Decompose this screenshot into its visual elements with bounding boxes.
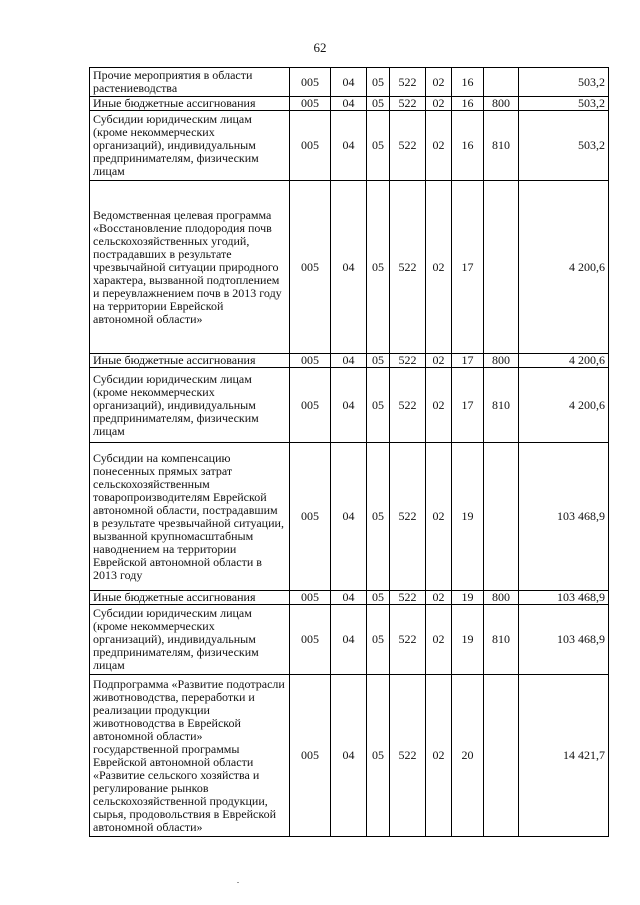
row-name: Субсидии юридическим лицам (кроме некоммерческих организаций), индивидуальным предпринимателям, физическим лицам: [90, 368, 290, 443]
program-code: 522: [390, 97, 426, 111]
item-code: 17: [452, 368, 484, 443]
ministry-code: 005: [290, 181, 331, 354]
section-code: 04: [331, 181, 367, 354]
ministry-code: 005: [290, 675, 331, 837]
amount: 503,2: [519, 111, 609, 181]
item-code: 19: [452, 591, 484, 605]
expense-type-code: 810: [484, 368, 519, 443]
section-code: 04: [331, 368, 367, 443]
table-row: [90, 68, 609, 97]
program-code: 522: [390, 605, 426, 675]
amount: 4 200,6: [519, 181, 609, 354]
budget-table-body: [90, 68, 609, 837]
subprogram-code: 02: [426, 181, 452, 354]
item-code: 19: [452, 605, 484, 675]
subprogram-code: 02: [426, 97, 452, 111]
page-number: 62: [313, 40, 327, 55]
subsection-code: 05: [367, 111, 390, 181]
ministry-code: 005: [290, 443, 331, 591]
expense-type-code: 800: [484, 591, 519, 605]
subprogram-code: 02: [426, 675, 452, 837]
section-code: 04: [331, 605, 367, 675]
row-name: Субсидии юридическим лицам (кроме некоммерческих организаций), индивидуальным предпринимателям, физическим лицам: [90, 605, 290, 675]
expense-type-code: 800: [484, 97, 519, 111]
amount: 103 468,9: [519, 443, 609, 591]
program-code: 522: [390, 68, 426, 97]
amount: 14 421,7: [519, 675, 609, 837]
section-code: 04: [331, 591, 367, 605]
program-code: 522: [390, 111, 426, 181]
item-code: 16: [452, 111, 484, 181]
section-code: 04: [331, 68, 367, 97]
subprogram-code: 02: [426, 111, 452, 181]
program-code: 522: [390, 675, 426, 837]
table-row: [90, 354, 609, 368]
item-code: 19: [452, 443, 484, 591]
subprogram-code: 02: [426, 68, 452, 97]
row-name: Подпрограмма «Развитие подотрасли животноводства, переработки и реализации продукции животноводства в Еврейской автономной области» государственной программы Еврейской автономной области «Развитие сельского хозяйства и регулирование рынков сельскохозяйственной продукции, сырья, продовольствия в Еврейской автономной области»: [90, 675, 290, 837]
program-code: 522: [390, 354, 426, 368]
item-code: 16: [452, 68, 484, 97]
row-name: Прочие мероприятия в области растениеводства: [90, 68, 290, 97]
amount: 4 200,6: [519, 354, 609, 368]
subsection-code: 05: [367, 605, 390, 675]
program-code: 522: [390, 368, 426, 443]
expense-type-code: [484, 443, 519, 591]
program-code: 522: [390, 443, 426, 591]
amount: 103 468,9: [519, 605, 609, 675]
row-name: Иные бюджетные ассигнования: [90, 97, 290, 111]
item-code: 20: [452, 675, 484, 837]
amount: 103 468,9: [519, 591, 609, 605]
row-name: Субсидии юридическим лицам (кроме некоммерческих организаций), индивидуальным предпринимателям, физическим лицам: [90, 111, 290, 181]
program-code: 522: [390, 591, 426, 605]
table-row: [90, 368, 609, 443]
item-code: 17: [452, 354, 484, 368]
ministry-code: 005: [290, 354, 331, 368]
subsection-code: 05: [367, 443, 390, 591]
subsection-code: 05: [367, 354, 390, 368]
section-code: 04: [331, 111, 367, 181]
expense-type-code: 810: [484, 605, 519, 675]
section-code: 04: [331, 675, 367, 837]
table-row: [90, 97, 609, 111]
item-code: 16: [452, 97, 484, 111]
item-code: 17: [452, 181, 484, 354]
subsection-code: 05: [367, 368, 390, 443]
row-name: Ведомственная целевая программа «Восстановление плодородия почв сельскохозяйственных угодий, пострадавших в результате чрезвычайной ситуации природного характера, вызванной подтоплением и переувлажнением почв в 2013 году на территории Еврейской автономной области»: [90, 181, 290, 354]
budget-table: [89, 67, 609, 837]
ministry-code: 005: [290, 591, 331, 605]
row-name: Иные бюджетные ассигнования: [90, 591, 290, 605]
subprogram-code: 02: [426, 605, 452, 675]
expense-type-code: 800: [484, 354, 519, 368]
subsection-code: 05: [367, 181, 390, 354]
ministry-code: 005: [290, 368, 331, 443]
table-row: [90, 605, 609, 675]
expense-type-code: [484, 181, 519, 354]
subsection-code: 05: [367, 675, 390, 837]
subsection-code: 05: [367, 68, 390, 97]
section-code: 04: [331, 354, 367, 368]
scan-mark: [237, 882, 239, 883]
subprogram-code: 02: [426, 354, 452, 368]
program-code: 522: [390, 181, 426, 354]
table-row: [90, 675, 609, 837]
subsection-code: 05: [367, 591, 390, 605]
table-row: [90, 181, 609, 354]
subprogram-code: 02: [426, 443, 452, 591]
table-row: [90, 443, 609, 591]
amount: 503,2: [519, 68, 609, 97]
expense-type-code: 810: [484, 111, 519, 181]
section-code: 04: [331, 97, 367, 111]
ministry-code: 005: [290, 68, 331, 97]
amount: 503,2: [519, 97, 609, 111]
amount: 4 200,6: [519, 368, 609, 443]
subprogram-code: 02: [426, 591, 452, 605]
subsection-code: 05: [367, 97, 390, 111]
row-name: Субсидии на компенсацию понесенных прямых затрат сельскохозяйственным товаропроизводителям Еврейской автономной области, пострадавшим в результате чрезвычайной ситуации, вызванной крупномасштабным наводнением на территории Еврейской автономной области в 2013 году: [90, 443, 290, 591]
row-name: Иные бюджетные ассигнования: [90, 354, 290, 368]
expense-type-code: [484, 68, 519, 97]
subprogram-code: 02: [426, 368, 452, 443]
ministry-code: 005: [290, 605, 331, 675]
ministry-code: 005: [290, 111, 331, 181]
ministry-code: 005: [290, 97, 331, 111]
section-code: 04: [331, 443, 367, 591]
table-row: [90, 111, 609, 181]
expense-type-code: [484, 675, 519, 837]
table-row: [90, 591, 609, 605]
